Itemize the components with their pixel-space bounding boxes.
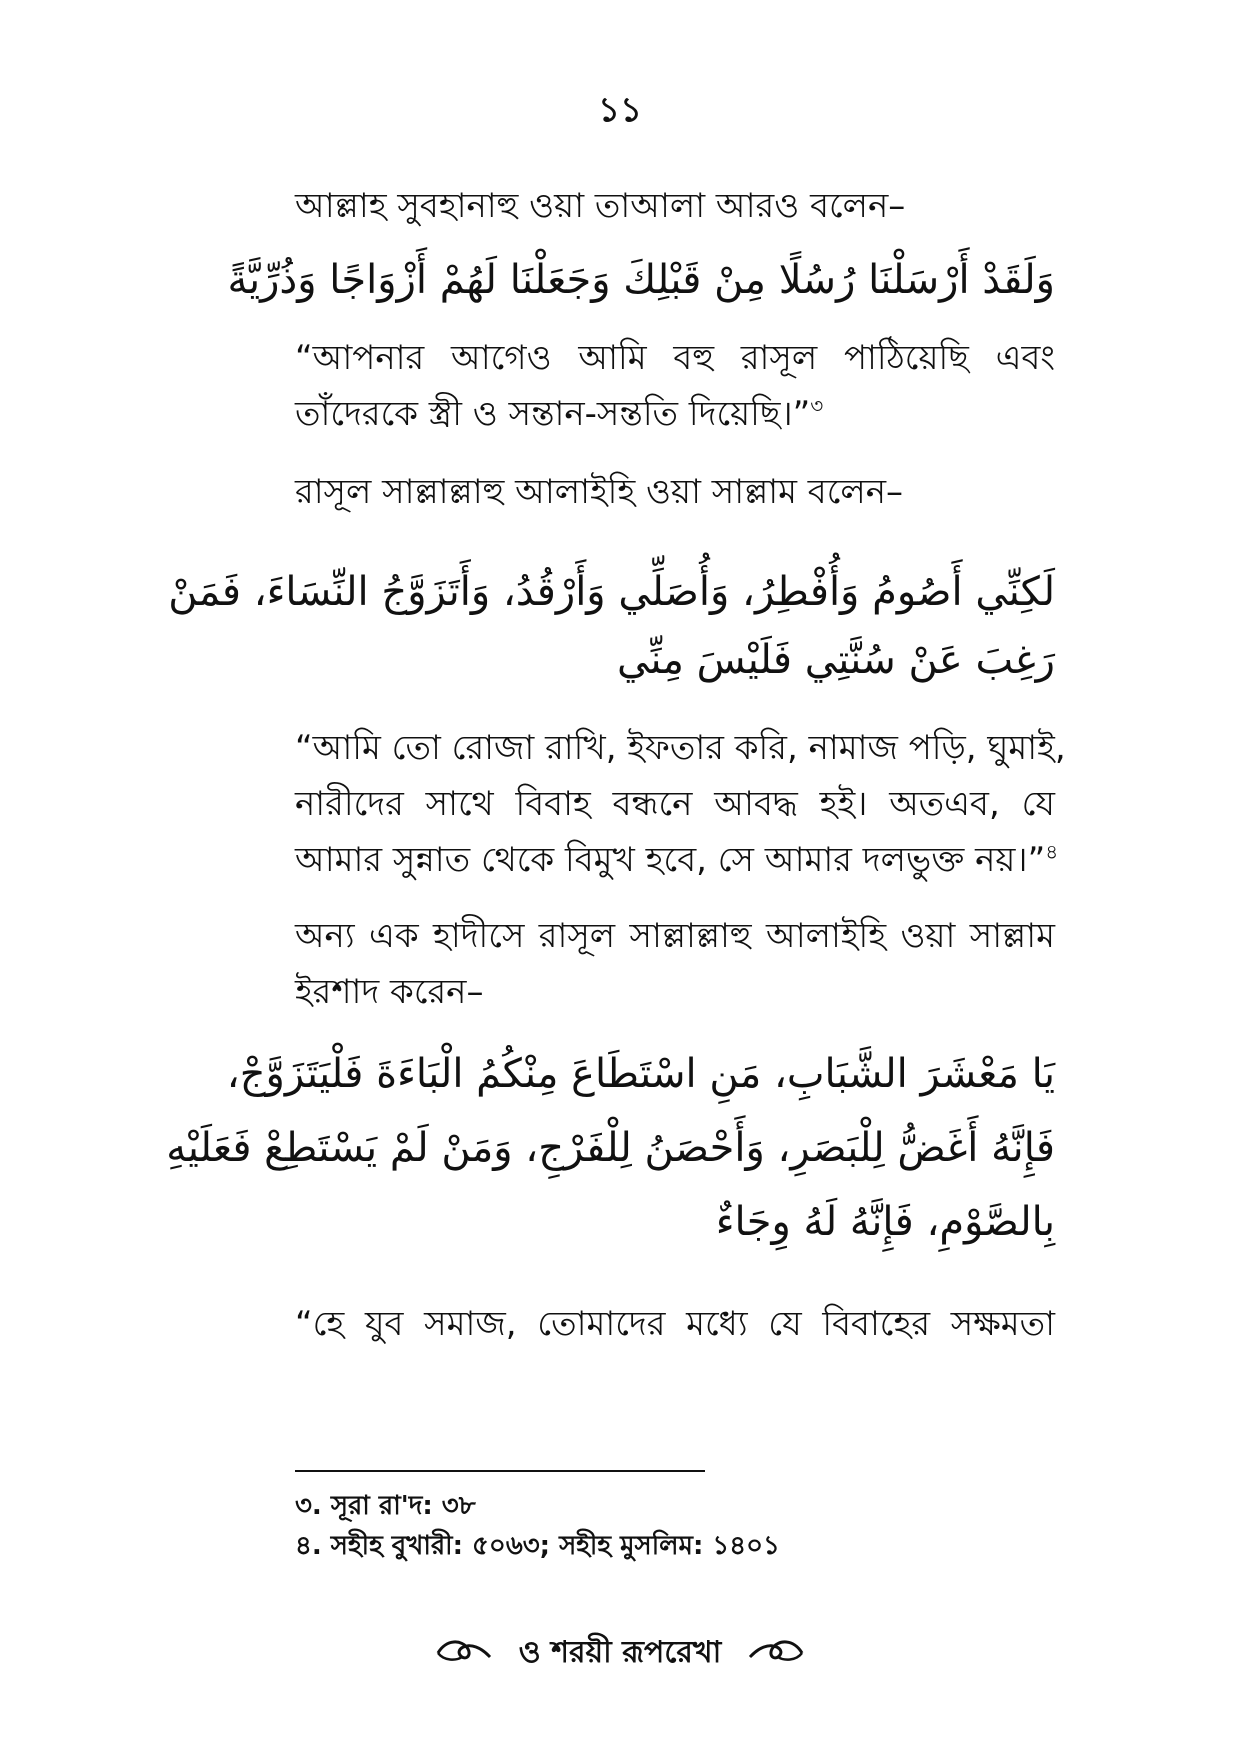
arabic-hadith-1-line-1: لَكِنِّي أَصُومُ وَأُفْطِرُ، وَأُصَلِّي وَأَرْقُدُ، وَأَتَزَوَّجُ النِّسَاءَ، فَمَنْ (168, 569, 1055, 615)
arabic-hadith-2-line-1: يَا مَعْشَرَ الشَّبَابِ، مَنِ اسْتَطَاعَ مِنْكُمُ الْبَاءَةَ فَلْيَتَزَوَّجْ، (226, 1051, 1055, 1097)
intro-text-3-line-1: অন্য এক হাদীসে রাসূল সাল্লাল্লাহু আলাইহি ওয়া সাল্লাম (295, 916, 1055, 956)
footer-title: ও শরয়ী রূপরেখা (518, 1635, 722, 1670)
intro-text-3-line-2: ইরশাদ করেন– (295, 972, 484, 1012)
footnote-4: ৪. সহীহ বুখারী: ৫০৬৩; সহীহ মুসলিম: ১৪০১ (295, 1531, 780, 1561)
arabic-hadith-1-line-2: رَغِبَ عَنْ سُنَّتِي فَلَيْسَ مِنِّي (617, 637, 1055, 683)
page-number: ১১ (597, 90, 643, 130)
arabic-hadith-2-line-2: فَإِنَّهُ أَغَضُّ لِلْبَصَرِ، وَأَحْصَنُ لِلْفَرْجِ، وَمَنْ لَمْ يَسْتَطِعْ فَعَلَيْهِ (166, 1125, 1055, 1171)
page-footer (0, 1628, 1240, 1679)
footnote-divider (295, 1470, 705, 1472)
translation-3-line-1: “হে যুব সমাজ, তোমাদের মধ্যে যে বিবাহের সক্ষমতা (295, 1304, 1055, 1344)
arabic-hadith-2-line-3: بِالصَّوْمِ، فَإِنَّهُ لَهُ وِجَاءٌ (715, 1199, 1055, 1245)
translation-2-line-3: আমার সুন্নাত থেকে বিমুখ হবে, সে আমার দলভুক্ত নয়।”$^৪$ (295, 839, 1059, 880)
footnote-ref-4: ৪ (1045, 839, 1059, 864)
translation-2-line-2: নারীদের সাথে বিবাহ বন্ধনে আবদ্ধ হই। অতএব, যে (295, 784, 1055, 824)
footnote-ref-3: ৩ (810, 393, 824, 418)
intro-text-1: আল্লাহ সুবহানাহু ওয়া তাআলা আরও বলেন– (295, 186, 906, 226)
translation-1-line-2: তাঁদেরকে স্ত্রী ও সন্তান-সন্ততি দিয়েছি।”$^৩$ (295, 393, 824, 434)
footnote-3: ৩. সূরা রা'দ: ৩৮ (295, 1491, 476, 1521)
translation-1-line-1: “আপনার আগেও আমি বহু রাসূল পাঠিয়েছি এবং (295, 338, 1055, 378)
right-ornament-icon (746, 1635, 806, 1673)
left-ornament-icon (434, 1635, 494, 1673)
intro-text-2: রাসূল সাল্লাল্লাহু আলাইহি ওয়া সাল্লাম বলেন– (295, 472, 904, 512)
translation-2-line-1: “আমি তো রোজা রাখি, ইফতার করি, নামাজ পড়ি, ঘুমাই, (295, 728, 1066, 768)
arabic-verse-1: وَلَقَدْ أَرْسَلْنَا رُسُلًا مِنْ قَبْلِكَ وَجَعَلْنَا لَهُمْ أَزْوَاجًا وَذُرِّيَّةً (227, 257, 1055, 303)
